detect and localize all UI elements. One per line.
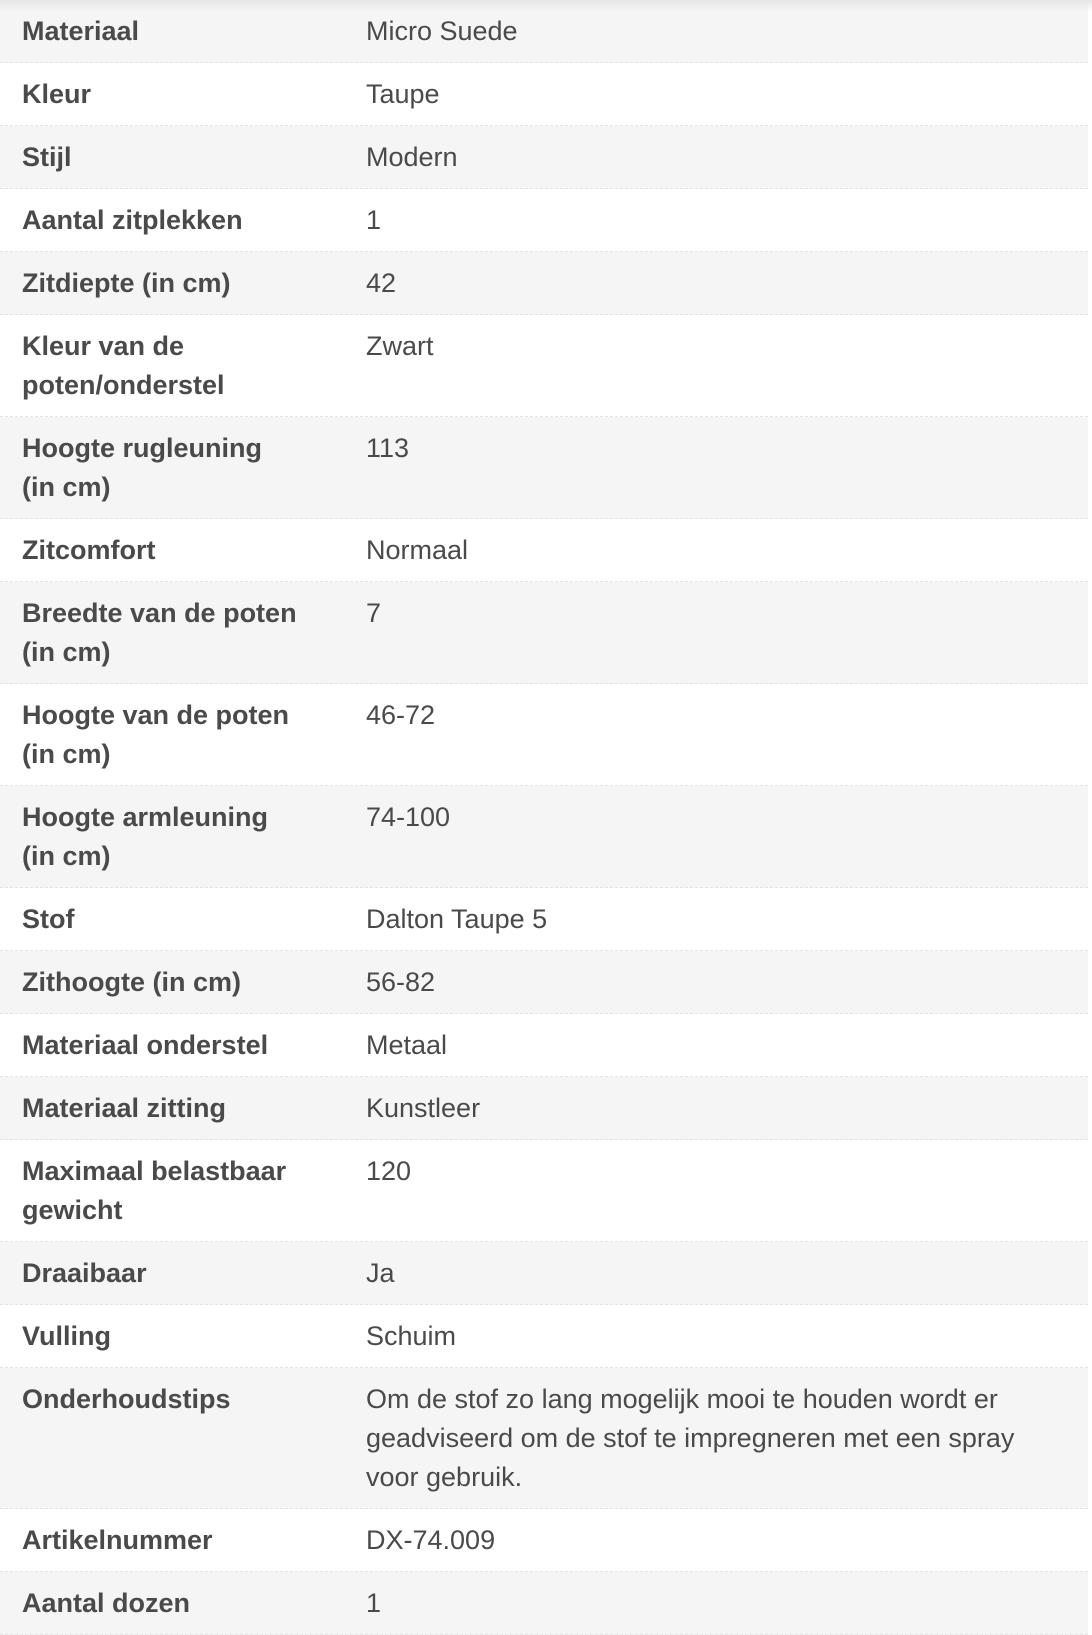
spec-label: Materiaal onderstel: [22, 1030, 269, 1060]
spec-row-hoogte-rugleuning: [0, 417, 1088, 519]
spec-label: Vulling: [22, 1321, 111, 1351]
spec-value: 113: [366, 433, 410, 463]
spec-label: Draaibaar: [22, 1258, 147, 1288]
spec-value: Om de stof zo lang mogelijk mooi te houden wordt er geadviseerd om de stof te impregneren met een spray voor gebruik.: [366, 1384, 1015, 1492]
spec-label: Stof: [22, 904, 75, 934]
spec-value: Taupe: [366, 79, 440, 109]
spec-label: Zithoogte (in cm): [22, 967, 241, 997]
spec-label: Artikelnummer: [22, 1525, 213, 1555]
spec-value: Modern: [366, 142, 458, 172]
spec-value: Schuim: [366, 1321, 457, 1351]
spec-row-kleur: [0, 63, 1088, 126]
spec-value: Zwart: [366, 331, 434, 361]
spec-value: Micro Suede: [366, 16, 518, 46]
spec-value: Ja: [366, 1258, 395, 1288]
spec-label: Breedte van de poten (in cm): [22, 598, 297, 667]
spec-row-aantal-zitplekken: [0, 189, 1088, 252]
spec-row-artikelnummer: [0, 1509, 1088, 1572]
spec-label: Hoogte van de poten (in cm): [22, 700, 290, 769]
spec-label: Materiaal: [22, 16, 140, 46]
top-shadow: [0, 0, 1092, 12]
spec-value: 46-72: [366, 700, 436, 730]
spec-row-onderhoudstips: [0, 1368, 1088, 1509]
spec-label: Hoogte rugleuning (in cm): [22, 433, 262, 502]
spec-label: Kleur van de poten/onderstel: [22, 331, 225, 400]
spec-value: 42: [366, 268, 397, 298]
spec-value: Kunstleer: [366, 1093, 481, 1123]
spec-value: 74-100: [366, 802, 451, 832]
spec-row-draaibaar: [0, 1242, 1088, 1305]
spec-label: Onderhoudstips: [22, 1384, 231, 1414]
spec-value: 56-82: [366, 967, 436, 997]
spec-row-materiaal-zitting: [0, 1077, 1088, 1140]
spec-label: Aantal dozen: [22, 1588, 191, 1618]
spec-label: Zitdiepte (in cm): [22, 268, 231, 298]
spec-label: Materiaal zitting: [22, 1093, 227, 1123]
spec-row-stof: [0, 888, 1088, 951]
spec-label: Stijl: [22, 142, 72, 172]
spec-row-vulling: [0, 1305, 1088, 1368]
spec-label: Aantal zitplekken: [22, 205, 243, 235]
spec-value: 1: [366, 1588, 382, 1618]
spec-label: Zitcomfort: [22, 535, 156, 565]
spec-row-kleur-poten: [0, 315, 1088, 417]
spec-value: 7: [366, 598, 382, 628]
spec-label: Kleur: [22, 79, 92, 109]
spec-value: DX-74.009: [366, 1525, 496, 1555]
spec-row-hoogte-armleuning: [0, 786, 1088, 888]
spec-value: Metaal: [366, 1030, 448, 1060]
spec-row-zithoogte: [0, 951, 1088, 1014]
spec-value: 120: [366, 1156, 412, 1186]
spec-row-materiaal-onderstel: [0, 1014, 1088, 1077]
spec-value: Normaal: [366, 535, 469, 565]
spec-row-maximaal-gewicht: [0, 1140, 1088, 1242]
spec-label: Maximaal belastbaar gewicht: [22, 1156, 287, 1225]
spec-value: 1: [366, 205, 382, 235]
spec-row-stijl: [0, 126, 1088, 189]
spec-label: Hoogte armleuning (in cm): [22, 802, 269, 871]
spec-row-zitdiepte: [0, 252, 1088, 315]
spec-row-aantal-dozen: [0, 1572, 1088, 1635]
spec-row-zitcomfort: [0, 519, 1088, 582]
spec-value: Dalton Taupe 5: [366, 904, 548, 934]
spec-row-hoogte-poten: [0, 684, 1088, 786]
spec-row-breedte-poten: [0, 582, 1088, 684]
